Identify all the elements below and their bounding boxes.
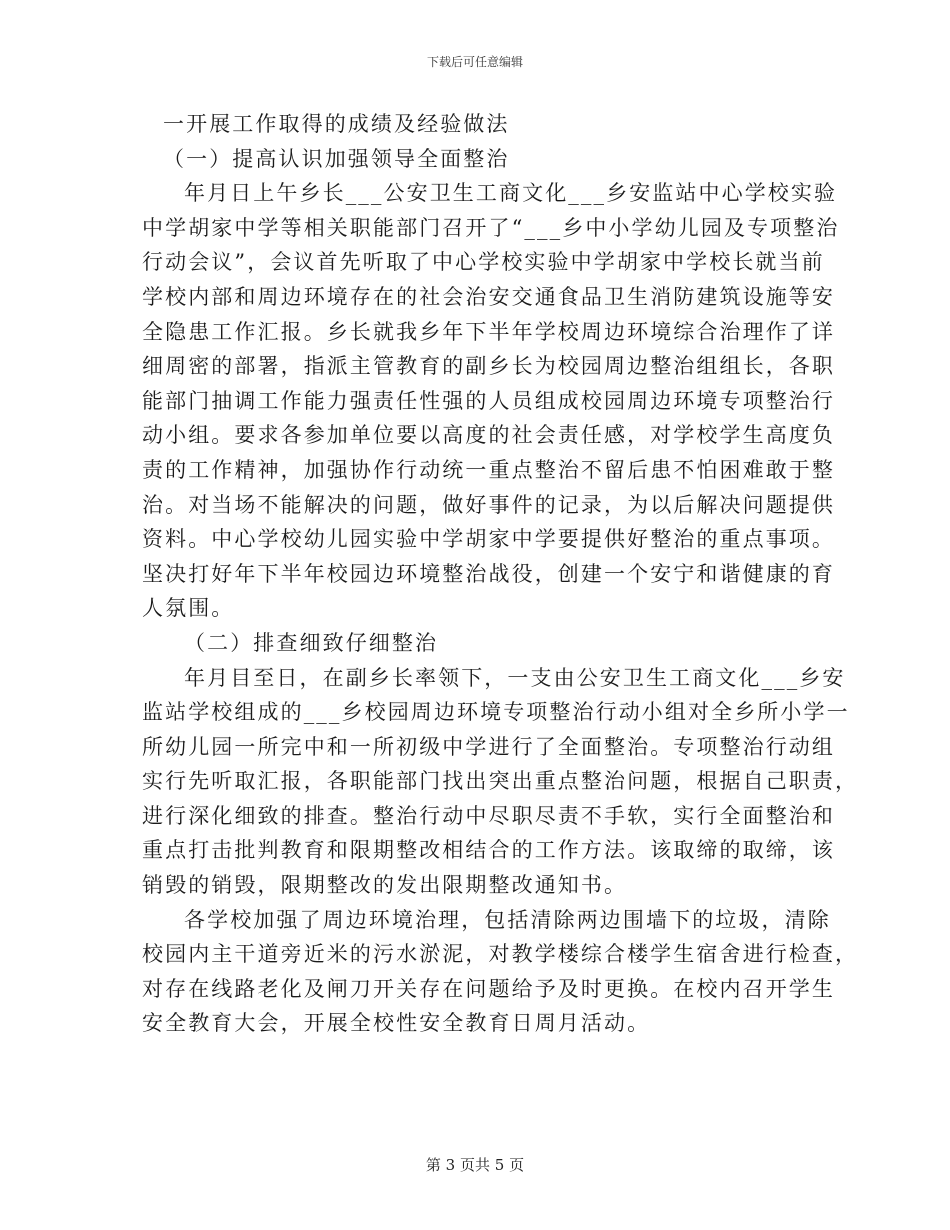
- paragraph-line: 各学校加强了周边环境治理，包括清除两边围墙下的垃圾，清除: [184, 907, 831, 932]
- paragraph-line: 重点打击批判教育和限期整改相结合的工作方法。该取缔的取缔，该: [142, 838, 835, 863]
- paragraph-line: 动小组。要求各参加单位要以高度的社会责任感，对学校学生高度负: [142, 423, 835, 448]
- subsection-heading: （二）排查细致仔细整治: [184, 630, 439, 655]
- paragraph-line: 学校内部和周边环境存在的社会治安交通食品卫生消防建筑设施等安: [142, 284, 835, 309]
- paragraph-line: 资料。中心学校幼儿园实验中学胡家中学要提供好整治的重点事项。: [142, 527, 835, 552]
- subsection-heading: （一）提高认识加强领导全面整治: [163, 146, 510, 171]
- paragraph-line: 坚决打好年下半年校园边环境整治战役，创建一个安宁和谐健康的育: [142, 561, 835, 586]
- document-body: [142, 107, 859, 1041]
- paragraph-line: 监站学校组成的___乡校园周边环境专项整治行动小组对全乡所小学一: [142, 700, 850, 725]
- paragraph-line: 责的工作精神，加强协作行动统一重点整治不留后患不怕困难敢于整: [142, 457, 835, 482]
- paragraph-line: 治。对当场不能解决的问题，做好事件的记录，为以后解决问题提供: [142, 492, 835, 517]
- paragraph-line: 对存在线路老化及闸刀开关存在问题给予及时更换。在校内召开学生: [142, 976, 835, 1001]
- paragraph-line: 全隐患工作汇报。乡长就我乡年下半年学校周边环境综合治理作了详: [142, 319, 835, 344]
- paragraph-line: 安全教育大会，开展全校性安全教育日周月活动。: [142, 1011, 651, 1036]
- paragraph-line: 年月日上午乡长___公安卫生工商文化___乡安监站中心学校实验: [184, 181, 838, 206]
- paragraph-line: 行动会议”，会议首先听取了中心学校实验中学胡家中学校长就当前: [142, 250, 825, 275]
- paragraph-line: 所幼儿园一所完中和一所初级中学进行了全面整治。专项整治行动组: [142, 734, 835, 759]
- page-header: 下载后可任意编辑: [426, 55, 523, 69]
- paragraph-line: 年月目至日，在副乡长率领下，一支由公安卫生工商文化___乡安: [184, 665, 846, 690]
- paragraph-line: 校园内主干道旁近米的污水淤泥，对教学楼综合楼学生宿舍进行检查，: [142, 942, 859, 967]
- paragraph-line: 细周密的部署，指派主管教育的副乡长为校园周边整治组组长，各职: [142, 354, 835, 379]
- paragraph-line: 销毁的销毁，限期整改的发出限期整改通知书。: [142, 873, 628, 898]
- paragraph-line: 人氛围。: [142, 596, 235, 621]
- page-footer: 第 3 页共 5 页: [425, 1156, 525, 1174]
- paragraph-line: 中学胡家中学等相关职能部门召开了“___乡中小学幼儿园及专项整治: [142, 215, 840, 240]
- paragraph-line: 实行先听取汇报，各职能部门找出突出重点整治问题，根据自己职责，: [142, 769, 859, 794]
- section-heading: 一开展工作取得的成绩及经验做法: [163, 112, 510, 136]
- paragraph-line: 能部门抽调工作能力强责任性强的人员组成校园周边环境专项整治行: [142, 388, 835, 413]
- paragraph-line: 进行深化细致的排查。整治行动中尽职尽责不手软，实行全面整治和: [142, 803, 835, 828]
